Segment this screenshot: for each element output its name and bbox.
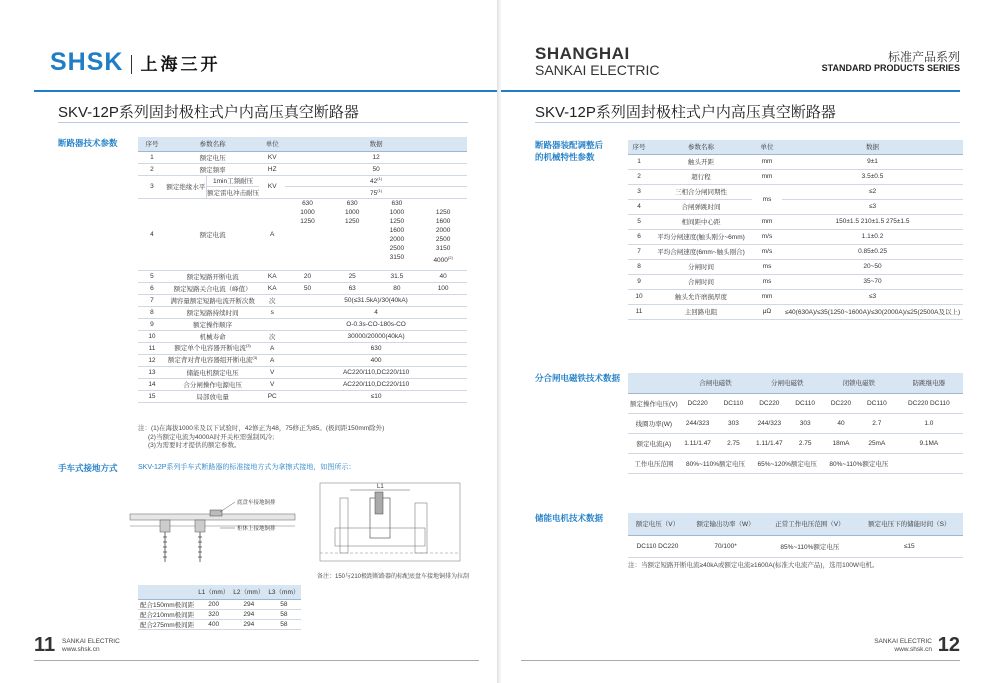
- series-en: STANDARD PRODUCTS SERIES: [821, 63, 960, 73]
- col-header: 额定输出功率（W）: [687, 513, 764, 535]
- table-cell: 机械寿命: [166, 330, 259, 342]
- table-cell: 58: [266, 609, 301, 619]
- table-cell: 100: [419, 282, 467, 294]
- table-cell: 8: [138, 306, 166, 318]
- table-cell: 15: [138, 390, 166, 402]
- company-name: SHANGHAI: [535, 44, 630, 63]
- table-cell: A: [259, 198, 285, 270]
- col-header: [138, 585, 196, 599]
- col-header: L2（mm）: [231, 585, 266, 599]
- table-cell: 630 1000 1250: [330, 198, 375, 270]
- table-cell: AC220/110,DC220/110: [285, 378, 467, 390]
- table-cell: ms: [752, 274, 782, 289]
- table-cell: 额定电流: [166, 198, 259, 270]
- table-cell: 10: [628, 289, 650, 304]
- table-cell: 1250 1600 2000 2500 3150 4000$^{(2)}$: [419, 198, 467, 270]
- col-header: 序号: [138, 137, 166, 151]
- table-row: [628, 513, 963, 535]
- table-cell: ≤3: [782, 199, 963, 214]
- right-page: [501, 0, 1000, 683]
- table-cell: 线圈功率(W): [628, 413, 680, 433]
- table-cell: 40: [419, 270, 467, 282]
- table-cell: DC110: [787, 393, 823, 413]
- table-cell: μΩ: [752, 304, 782, 319]
- table-cell: 58: [266, 599, 301, 609]
- table-cell: O-0.3s-CO-180s-CO: [285, 318, 467, 330]
- table-cell: 294: [231, 599, 266, 609]
- table-cell: 0.85±0.25: [782, 244, 963, 259]
- table-cell: KA: [259, 282, 285, 294]
- table-cell: 14: [138, 378, 166, 390]
- table-row: [138, 282, 467, 294]
- table-cell: DC110: [859, 393, 895, 413]
- table-row: [628, 535, 963, 557]
- table-cell: 触头开距: [650, 154, 752, 169]
- table-cell: 1.1±0.2: [782, 229, 963, 244]
- col-header: 参数名称: [166, 137, 259, 151]
- table-cell: ≤15: [856, 535, 963, 557]
- table-row: [628, 413, 963, 433]
- table-cell: 5: [628, 214, 650, 229]
- table-cell: 31.5: [375, 270, 420, 282]
- page-number: 11: [34, 634, 56, 656]
- table-row: [138, 585, 301, 599]
- table-row: [628, 289, 963, 304]
- table-row: [138, 330, 467, 342]
- table-cell: 分闸时间: [650, 259, 752, 274]
- table-row: [138, 366, 467, 378]
- table-cell: 40: [823, 413, 859, 433]
- header-rule: [34, 90, 499, 92]
- table-cell: 2: [138, 163, 166, 175]
- table-cell: s: [259, 306, 285, 318]
- table-row: [628, 433, 963, 453]
- table-cell: 9: [628, 274, 650, 289]
- table-cell: 25mA: [859, 433, 895, 453]
- table-cell: 7: [138, 294, 166, 306]
- table-cell: 58: [266, 619, 301, 629]
- col-header: 分闸电磁铁: [751, 373, 823, 393]
- page-title: SKV-12P系列固封极柱式户内高压真空断路器: [535, 104, 836, 121]
- table-cell: [895, 453, 963, 473]
- table-cell: 超行程: [650, 169, 752, 184]
- col-header: 数据: [285, 137, 467, 151]
- table-cell: DC110 DC220: [628, 535, 687, 557]
- table-cell: 合闸时间: [650, 274, 752, 289]
- table-cell: KV: [259, 175, 285, 198]
- table-row: [628, 393, 963, 413]
- table-cell: DC220: [823, 393, 859, 413]
- table-row: [628, 304, 963, 319]
- table-cell: 400: [196, 619, 231, 629]
- table-row: [628, 259, 963, 274]
- table-cell: 次: [259, 294, 285, 306]
- table-row: [138, 390, 467, 402]
- table-cell: 平均合闸速度(6mm~触头刚合): [650, 244, 752, 259]
- table-cell: m/s: [752, 244, 782, 259]
- table-cell: 70/100*: [687, 535, 764, 557]
- table-cell: 2.75: [787, 433, 823, 453]
- section-heading-grounding: 手车式接地方式: [58, 463, 118, 473]
- table-cell: 4: [285, 306, 467, 318]
- table-cell: mm: [752, 214, 782, 229]
- table-cell: 80%~110%额定电压: [823, 453, 895, 473]
- table-cell: 额定频率: [166, 163, 259, 175]
- table-cell: 65%~120%额定电压: [751, 453, 823, 473]
- table-cell: 20: [285, 270, 330, 282]
- table-cell: 75$^{(1)}$: [285, 187, 467, 199]
- motor-table: [628, 513, 963, 558]
- table-cell: 35~70: [782, 274, 963, 289]
- col-header: [628, 373, 680, 393]
- table-cell: 额定短路持续时间: [166, 306, 259, 318]
- table-cell: DC220: [751, 393, 787, 413]
- table-cell: 303: [787, 413, 823, 433]
- table-cell: DC220: [680, 393, 716, 413]
- title-rule: [58, 122, 468, 123]
- table-cell: 三相合分闸同期性: [650, 184, 752, 199]
- table-row: [628, 154, 963, 169]
- table-row: [138, 599, 301, 609]
- table-cell: 12: [285, 151, 467, 163]
- table-cell: KV: [259, 151, 285, 163]
- table-cell: 30000/20000(40kA): [285, 330, 467, 342]
- footer-rule: [521, 660, 960, 661]
- table-row: [138, 354, 467, 366]
- col-header: 额定电压（V）: [628, 513, 687, 535]
- table-row: [628, 140, 963, 154]
- table-cell: 294: [231, 609, 266, 619]
- table-cell: HZ: [259, 163, 285, 175]
- col-header: 单位: [259, 137, 285, 151]
- table-cell: 1.11/1.47: [751, 433, 787, 453]
- table-cell: 630 1000 1250 1600 2000 2500 3150: [375, 198, 420, 270]
- tech-notes: 注：(1)在海拔1000米及以下试验时，42修正为48，75修正为85。(极间距150mm除外) (2)当额定电流为4000A时开关柜需强制风冷; (3)为需要时才提供的额定参数。: [138, 425, 385, 449]
- table-row: [138, 163, 467, 175]
- table-row: [138, 619, 301, 629]
- table-cell: 2.75: [716, 433, 752, 453]
- mech-params-table: [628, 140, 963, 320]
- col-header: 闭锁电磁铁: [823, 373, 895, 393]
- table-cell: AC220/110,DC220/110: [285, 366, 467, 378]
- page-title: SKV-12P系列固封极柱式户内高压真空断路器: [58, 104, 359, 121]
- table-row: [628, 373, 963, 393]
- table-cell: 400: [285, 354, 467, 366]
- table-cell: 额定单个电容器开断电流$^{(3)}$: [166, 342, 259, 354]
- motor-note: 注：当额定短路开断电流≥40kA或额定电流≥1600A(标准大电流产品)，选用100W电机。: [628, 562, 879, 569]
- grounding-desc: SKV-12P系列手车式断路器的标准接地方式为拿擦式接地，如图所示：: [138, 464, 356, 471]
- table-cell: 50: [285, 163, 467, 175]
- table-row: [628, 199, 963, 214]
- table-row: [138, 342, 467, 354]
- svg-text:柜体上接地铜排: 柜体上接地铜排: [237, 526, 276, 532]
- table-cell: ≤10: [285, 390, 467, 402]
- table-cell: 11: [628, 304, 650, 319]
- table-cell: 相间距中心距: [650, 214, 752, 229]
- table-cell: 合闸弹跳时间: [650, 199, 752, 214]
- table-cell: 储能电机额定电压: [166, 366, 259, 378]
- dimension-table: [138, 585, 301, 630]
- table-cell: 2: [628, 169, 650, 184]
- table-cell: 触头允许磨损厚度: [650, 289, 752, 304]
- table-cell: 8: [628, 259, 650, 274]
- table-row: [628, 229, 963, 244]
- tech-params-table: [138, 137, 467, 403]
- table-row: [628, 274, 963, 289]
- table-cell: 9.1MA: [895, 433, 963, 453]
- table-cell: 3: [138, 175, 166, 198]
- table-cell: mm: [752, 154, 782, 169]
- table-row: [138, 198, 467, 270]
- table-cell: 额定短路开断电流: [166, 270, 259, 282]
- col-header: L3（mm）: [266, 585, 301, 599]
- table-cell: 5: [138, 270, 166, 282]
- grounding-drawing: [120, 482, 300, 577]
- table-cell: 工作电压范围: [628, 453, 680, 473]
- table-cell: 配合275mm极间距: [138, 619, 196, 629]
- table-cell: 9±1: [782, 154, 963, 169]
- section-heading-tech: 断路器技术参数: [58, 138, 118, 148]
- table-cell: 平均分闸速度(触头刚分~6mm): [650, 229, 752, 244]
- table-cell: V: [259, 366, 285, 378]
- col-header: 数据: [782, 140, 963, 154]
- table-cell: DC110: [716, 393, 752, 413]
- coil-table: [628, 373, 963, 474]
- table-cell: 244/323: [751, 413, 787, 433]
- svg-text:L1: L1: [377, 484, 384, 490]
- table-cell: 2.7: [859, 413, 895, 433]
- table-cell: mm: [752, 289, 782, 304]
- company-name-2: SANKAI ELECTRIC: [535, 62, 660, 78]
- figure-note: 备注：150与210极距断路器的标配底盘车接地铜排为拉刮: [317, 574, 470, 580]
- table-cell: V: [259, 378, 285, 390]
- table-cell: PC: [259, 390, 285, 402]
- col-header: 正常工作电压范围（V）: [764, 513, 855, 535]
- section-heading-coil: 分合闸电磁铁技术数据: [535, 373, 621, 383]
- table-cell: 50: [285, 282, 330, 294]
- table-cell: ≤3: [782, 289, 963, 304]
- table-cell: KA: [259, 270, 285, 282]
- table-cell: ms: [752, 259, 782, 274]
- table-cell: 303: [716, 413, 752, 433]
- table-cell: 6: [138, 282, 166, 294]
- col-header: 合闸电磁铁: [680, 373, 752, 393]
- table-cell: 次: [259, 330, 285, 342]
- table-cell: 额定电流(A): [628, 433, 680, 453]
- table-cell: 12: [138, 354, 166, 366]
- table-cell: 18mA: [823, 433, 859, 453]
- col-header: 序号: [628, 140, 650, 154]
- table-row: [138, 270, 467, 282]
- table-cell: 42$^{(1)}$: [285, 175, 467, 187]
- table-cell: 配合210mm极间距: [138, 609, 196, 619]
- table-cell: 4: [138, 198, 166, 270]
- table-cell: 1: [628, 154, 650, 169]
- table-row: [138, 294, 467, 306]
- cabinet-drawing: [315, 478, 465, 568]
- table-cell: 10: [138, 330, 166, 342]
- table-cell: 额定绝缘水平 1min工频耐压 额定雷电冲击耐压: [166, 175, 259, 198]
- table-cell: m/s: [752, 229, 782, 244]
- table-cell: A: [259, 342, 285, 354]
- col-header: 参数名称: [650, 140, 752, 154]
- table-cell: 20~50: [782, 259, 963, 274]
- table-row: [628, 169, 963, 184]
- footer-rule: [34, 660, 479, 661]
- table-row: [138, 175, 467, 187]
- table-cell: 7: [628, 244, 650, 259]
- table-cell: A: [259, 354, 285, 366]
- page-number: 12: [937, 634, 960, 656]
- title-rule: [535, 122, 960, 123]
- table-row: [628, 214, 963, 229]
- table-row: [138, 306, 467, 318]
- table-cell: 80%~110%额定电压: [680, 453, 752, 473]
- table-cell: 3.5±0.5: [782, 169, 963, 184]
- section-heading-mech: 断路器装配调整后 的机械特性参数: [535, 140, 604, 162]
- table-cell: 合分闸操作电源电压: [166, 378, 259, 390]
- table-row: [628, 244, 963, 259]
- table-cell: 244/323: [680, 413, 716, 433]
- table-row: [628, 453, 963, 473]
- table-row: [138, 137, 467, 151]
- table-cell: 1: [138, 151, 166, 163]
- table-cell: ms: [752, 184, 782, 214]
- table-cell: 局部放电量: [166, 390, 259, 402]
- header-rule: [501, 90, 960, 92]
- brand-logo: SHSK 上海三开: [50, 48, 221, 76]
- table-row: [628, 184, 963, 199]
- table-cell: 6: [628, 229, 650, 244]
- table-row: [138, 318, 467, 330]
- col-header: L1（mm）: [196, 585, 231, 599]
- table-cell: 额定短路关合电流（峰值）: [166, 282, 259, 294]
- table-cell: 额定背对背电容器组开断电流$^{(3)}$: [167, 355, 258, 365]
- table-cell: 320: [196, 609, 231, 619]
- section-heading-motor: 储能电机技术数据: [535, 513, 604, 523]
- table-cell: 3: [628, 184, 650, 199]
- table-cell: 1.0: [895, 413, 963, 433]
- footer-text: SANKAI ELECTRIC www.shsk.cn: [62, 638, 120, 653]
- table-cell: 1.11/1.47: [680, 433, 716, 453]
- col-header: 单位: [752, 140, 782, 154]
- table-cell: 13: [138, 366, 166, 378]
- table-cell: 11: [138, 342, 166, 354]
- table-row: [138, 378, 467, 390]
- table-cell: 50(≤31.5kA)/30(40kA): [285, 294, 467, 306]
- table-cell: 63: [330, 282, 375, 294]
- table-cell: 630: [285, 342, 467, 354]
- table-cell: 25: [330, 270, 375, 282]
- table-row: [138, 609, 301, 619]
- left-page: [0, 0, 499, 683]
- table-cell: mm: [752, 169, 782, 184]
- table-cell: ≤40(630A)/≤35(1250~1600A)/≤30(2000A)/≤25(2500A及以上): [782, 304, 963, 319]
- table-cell: 80: [375, 282, 420, 294]
- table-cell: 满容量额定短路电流开断次数: [166, 294, 259, 306]
- table-cell: 主回路电阻: [650, 304, 752, 319]
- table-cell: ≤2: [782, 184, 963, 199]
- table-cell: DC220 DC110: [895, 393, 963, 413]
- table-cell: 额定电压: [166, 151, 259, 163]
- table-cell: [259, 318, 285, 330]
- table-cell: 9: [138, 318, 166, 330]
- series-cn: 标准产品系列: [887, 50, 960, 64]
- col-header: 额定电压下的储能时间（S）: [856, 513, 963, 535]
- table-cell: 额定操作电压(V): [628, 393, 680, 413]
- table-row: [138, 151, 467, 163]
- footer-text: SANKAI ELECTRIC www.shsk.cn: [874, 638, 932, 653]
- table-cell: 150±1.5 210±1.5 275±1.5: [782, 214, 963, 229]
- table-cell: 294: [231, 619, 266, 629]
- table-cell: 配合150mm极间距: [138, 599, 196, 609]
- col-header: 防跳继电器: [895, 373, 963, 393]
- table-cell: 额定操作顺序: [166, 318, 259, 330]
- table-cell: 85%~110%额定电压: [764, 535, 855, 557]
- svg-text:底盘车接地铜排: 底盘车接地铜排: [237, 500, 276, 506]
- table-cell: 4: [628, 199, 650, 214]
- table-cell: 200: [196, 599, 231, 609]
- table-cell: 630 1000 1250: [285, 198, 330, 270]
